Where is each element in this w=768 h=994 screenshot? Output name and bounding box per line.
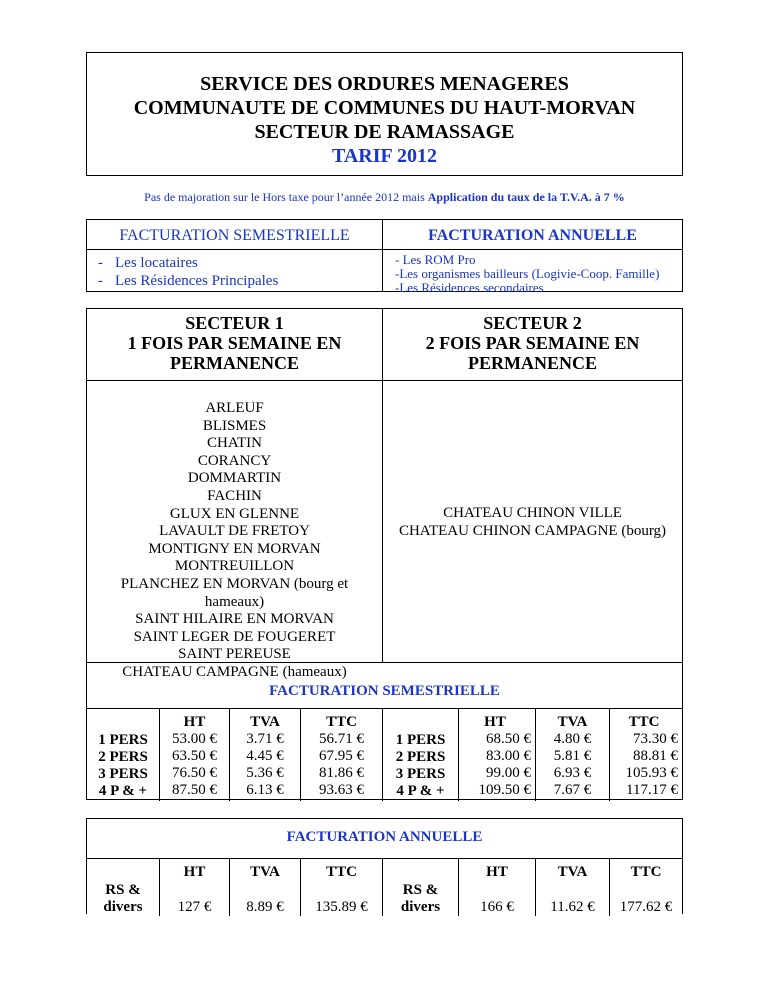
list-item: CHATEAU CHINON VILLE bbox=[443, 505, 622, 521]
s1-tva-column: TVA 3.71 € 4.45 € 5.36 € 6.13 € bbox=[246, 714, 284, 798]
list-item: PLANCHEZ EN MORVAN (bourg et bbox=[120, 575, 349, 592]
annual-s1-tva: 8.89 € bbox=[246, 899, 284, 915]
annual-type-title: FACTURATION ANNUELLE bbox=[428, 227, 637, 244]
annual-s1-ttc: 135.89 € bbox=[315, 899, 368, 915]
s1-ttc-column: TTC 56.71 € 67.95 € 81.86 € 93.63 € bbox=[319, 714, 364, 798]
list-item: SAINT LEGER DE FOUGERET bbox=[133, 628, 336, 645]
sectors-table bbox=[86, 308, 683, 680]
semestrial-prices bbox=[86, 662, 683, 800]
title-line-1: SERVICE DES ORDURES MENAGERES bbox=[200, 73, 569, 95]
sector-1-title: SECTEUR 1 1 FOIS PAR SEMAINE EN PERMANENCE bbox=[127, 313, 342, 373]
list-item: CORANCY bbox=[197, 452, 272, 469]
list-item: SAINT HILAIRE EN MORVAN bbox=[135, 611, 334, 628]
vat-note-bold: Application du taux de la T.V.A. à 7 % bbox=[427, 190, 625, 204]
billing-type-table bbox=[86, 219, 683, 295]
annual-s1-ht-header: HT bbox=[183, 864, 206, 880]
annual-s2-tva-header: TVA bbox=[557, 864, 588, 880]
semestrial-type-list bbox=[98, 254, 279, 290]
annual-grid bbox=[87, 858, 682, 915]
vat-note-text: Pas de majoration sur le Hors taxe pour l’année 2012 mais bbox=[144, 190, 428, 204]
list-item: MONTREUILLON bbox=[174, 558, 295, 575]
tarif-year: TARIF 2012 bbox=[332, 145, 437, 167]
annual-row-label-2: RS & divers bbox=[400, 882, 441, 915]
list-item: -Les organismes bailleurs (Logivie-Coop. Famille) bbox=[395, 266, 660, 281]
vat-note bbox=[86, 190, 683, 205]
annual-s2-ttc-header: TTC bbox=[630, 864, 662, 880]
s2-ht-column: HT 68.50 € 83.00 € 99.00 € 109.50 € bbox=[478, 714, 531, 798]
persons-column-1: 1 PERS 2 PERS 3 PERS 4 P & + bbox=[98, 732, 148, 799]
list-item: GLUX EN GLENNE bbox=[169, 505, 300, 522]
title-line-3: SECTEUR DE RAMASSAGE bbox=[254, 121, 515, 143]
semestrial-grid bbox=[87, 708, 682, 800]
annual-s1-ttc-header: TTC bbox=[326, 864, 357, 880]
annual-s2-tva: 11.62 € bbox=[550, 899, 595, 915]
list-item: - Les ROM Pro bbox=[395, 252, 476, 267]
annual-type-list bbox=[395, 253, 659, 295]
title-box bbox=[86, 52, 683, 176]
list-item: DOMMARTIN bbox=[187, 470, 282, 487]
annual-prices bbox=[86, 818, 683, 914]
s2-ttc-column: TTC 73.30 € 88.81 € 105.93 € 117.17 € bbox=[625, 714, 678, 798]
list-item: MONTIGNY EN MORVAN bbox=[148, 540, 321, 557]
s1-ht-column: HT 53.00 € 63.50 € 76.50 € 87.50 € bbox=[172, 714, 217, 798]
sector-2-towns bbox=[383, 504, 682, 540]
annual-s2-ttc: 177.62 € bbox=[619, 899, 673, 915]
sector-2-title: SECTEUR 2 2 FOIS PAR SEMAINE EN PERMANENCE bbox=[425, 313, 640, 373]
list-item: FACHIN bbox=[207, 487, 262, 504]
title-line-2: COMMUNAUTE DE COMMUNES DU HAUT-MORVAN bbox=[133, 97, 636, 119]
list-item: - Les Résidences Principales bbox=[98, 273, 279, 289]
semestrial-type-title: FACTURATION SEMESTRIELLE bbox=[119, 227, 350, 244]
persons-column-2: 1 PERS 2 PERS 3 PERS 4 P & + bbox=[395, 732, 446, 799]
list-item: CHATEAU CHINON CAMPAGNE (bourg) bbox=[398, 523, 667, 539]
list-item: CHATEAU CAMPAGNE (hameaux) bbox=[122, 663, 347, 680]
annual-s2-ht: 166 € bbox=[480, 899, 514, 915]
annual-s1-ht: 127 € bbox=[177, 899, 212, 915]
annual-s2-ht-header: HT bbox=[486, 864, 508, 880]
list-item: BLISMES bbox=[202, 417, 267, 434]
semestrial-prices-title: FACTURATION SEMESTRIELLE bbox=[269, 683, 500, 699]
s2-tva-column: TVA 4.80 € 5.81 € 6.93 € 7.67 € bbox=[553, 714, 592, 798]
sector-1-towns bbox=[87, 400, 382, 682]
list-item: - Les locataires bbox=[98, 255, 198, 271]
list-item: -Les Résidences secondaires bbox=[395, 280, 544, 295]
list-item: SAINT PEREUSE bbox=[178, 646, 291, 663]
list-item: LAVAULT DE FRETOY bbox=[159, 523, 310, 540]
annual-s1-tva-header: TVA bbox=[250, 864, 280, 880]
list-item: ARLEUF bbox=[205, 400, 264, 416]
list-item: CHATIN bbox=[207, 435, 262, 452]
list-item: hameaux) bbox=[204, 593, 265, 610]
annual-prices-title: FACTURATION ANNUELLE bbox=[286, 829, 483, 845]
annual-row-label-1: RS & divers bbox=[103, 882, 143, 915]
